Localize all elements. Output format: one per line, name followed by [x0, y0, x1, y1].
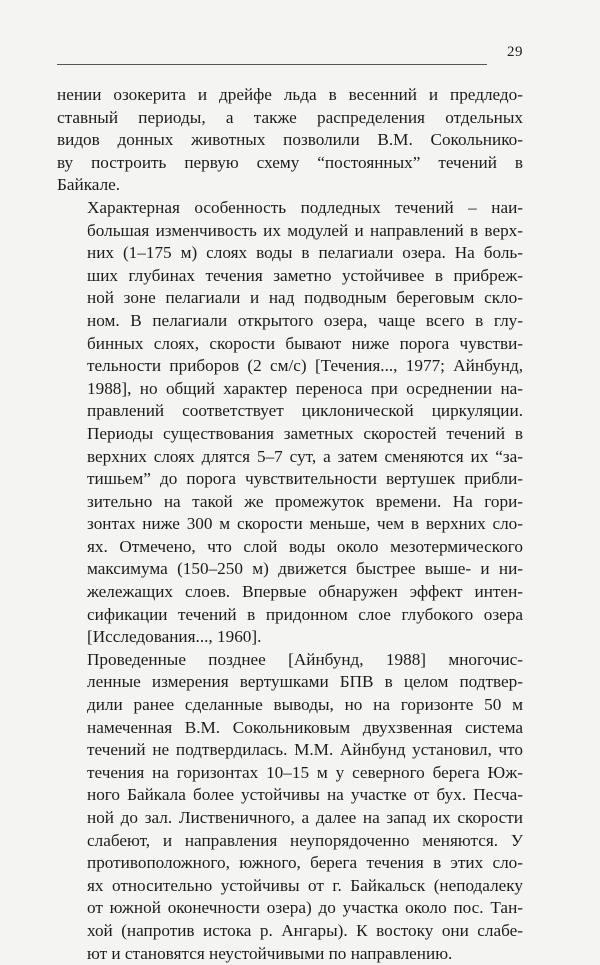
text-line: тельности приборов (2 см/с) [Течения..., 1977; Айнбунд,	[87, 356, 523, 376]
text-line: намеченная В.М. Сокольниковым двухзвенная система	[87, 717, 523, 737]
text-line: нении озокерита и дрейфе льда в весенний и предледо-	[57, 85, 523, 104]
text-line: жележащих слоев. Впервые обнаружен эффект интен-	[87, 582, 523, 602]
text-line: от южной оконечности озера) до участка около пос. Тан-	[87, 898, 523, 918]
page-number: 29	[507, 44, 523, 60]
text-line: Характерная особенность подледных течений – наи-	[87, 197, 523, 217]
text-line: Периоды существования заметных скоростей течений в	[87, 423, 523, 443]
paragraph	[57, 197, 523, 649]
text-line: ной зоне пелагиали и над подводным береговым скло-	[87, 288, 523, 308]
text-line: [Исследования..., 1960].	[87, 627, 262, 647]
text-line: Байкале.	[57, 175, 121, 195]
text-line: ших глубинах течения заметно устойчивее в прибреж-	[87, 265, 523, 285]
text-line: бинных слоях, скорости бывают ниже порога чувстви-	[87, 333, 523, 353]
text-line: 1988], но общий характер переноса при осреднении на-	[87, 378, 523, 398]
text-line: ют и становятся неустойчивыми по направлению.	[87, 943, 453, 963]
text-line: сификации течений в придонном слое глубокого озера	[87, 604, 523, 624]
text-line: максимума (150–250 м) движется быстрее выше- и ни-	[87, 559, 523, 579]
text-line: тишьем” до порога чувствительности вертушек прибли-	[87, 469, 523, 489]
text-line: ях относительно устойчивы от г. Байкальск (неподалеку	[87, 875, 523, 895]
text-line: ного Байкала более устойчивы на участке от бух. Песча-	[87, 785, 523, 805]
text-line: противоположного, южного, берега течения в этих сло-	[87, 853, 523, 873]
text-line: правлений соответствует циклонической циркуляции.	[87, 401, 523, 421]
paragraph	[57, 649, 523, 965]
text-line: них (1–175 м) слоях воды в пелагиали озера. На боль-	[87, 243, 523, 263]
text-line: ях. Отмечено, что слой воды около мезотермического	[87, 536, 523, 556]
text-line: хой (напротив истока р. Ангары). К востоку они слабе-	[87, 920, 523, 940]
text-line: зонтах ниже 300 м скорости меньше, чем в верхних сло-	[87, 514, 523, 534]
text-line: ву построить первую схему “постоянных” течений в	[57, 152, 523, 172]
text-line: ленные измерения вертушками БПВ в целом подтвер-	[87, 672, 523, 692]
text-line: ной до зал. Лиственичного, а далее на запад их скорости	[87, 808, 523, 827]
page-header	[57, 44, 523, 68]
text-line: течений не подтвердилась. М.М. Айнбунд установил, что	[87, 740, 523, 760]
paragraph	[57, 84, 523, 197]
body-text	[57, 84, 523, 965]
text-line: слабеют, и направления неупорядоченно меняются. У	[87, 830, 523, 850]
text-line: большая изменчивость их модулей и направлений в верх-	[87, 220, 523, 240]
text-line: Проведенные позднее [Айнбунд, 1988] многочис-	[87, 649, 523, 669]
header-rule	[57, 64, 487, 65]
text-line: течения на горизонтах 10–15 м у северного берега Юж-	[87, 762, 523, 782]
text-line: ном. В пелагиали открытого озера, чаще всего в глу-	[87, 310, 523, 330]
text-line: ставный периоды, а также распределения отдельных	[57, 107, 523, 127]
text-line: дили ранее сделанные выводы, но на горизонте 50 м	[87, 695, 523, 715]
text-line: зительно на такой же промежуток времени. На гори-	[87, 491, 523, 511]
text-line: верхних слоях длятся 5–7 сут, а затем сменяются их “за-	[87, 446, 523, 466]
text-line: видов донных животных позволили В.М. Сокольнико-	[57, 130, 523, 150]
